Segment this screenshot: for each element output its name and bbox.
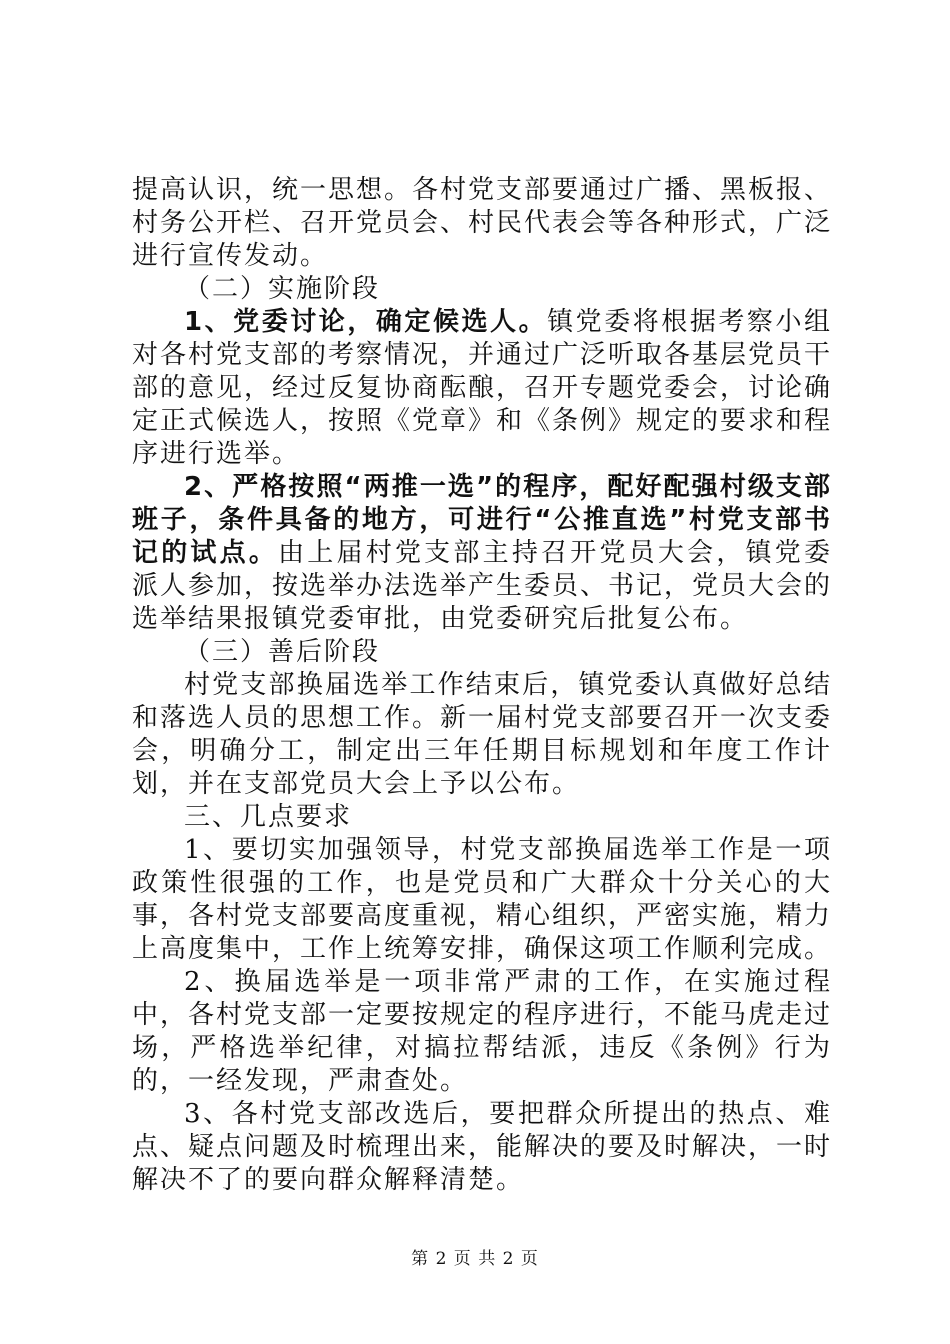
item-1-lead: 1、党委讨论，确定候选人。 [184,307,548,337]
paragraph-item-2 [132,471,832,636]
paragraph-requirement-3: 3、各村党支部改选后，要把群众所提出的热点、难点、疑点问题及时梳理出来，能解决的要及时解决，一时解决不了的要向群众解释清楚。 [132,1099,833,1195]
paragraph-item-1 [132,306,832,471]
item-2-lead: 2、严格按照“两推一选”的程序，配好配强村级支部班子，条件具备的地方，可进行“公推直选”村党支部书记的试点。 [132,472,832,568]
page-number-footer: 第 2 页 共 2 页 [411,1249,539,1269]
section-heading-requirements: 三、几点要求 [184,802,353,832]
item-2-body: 由上届村党支部主持召开党员大会，镇党委派人参加，按选举办法选举产生委员、书记，党员大会的选举结果报镇党委审批，由党委研究后批复公布。 [132,538,833,634]
paragraph-aftermath: 村党支部换届选举工作结束后，镇党委认真做好总结和落选人员的思想工作。新一届村党支部要召开一次支委会，明确分工，制定出三年任期目标规划和年度工作计划，并在支部党员大会上予以公布。 [132,670,833,799]
paragraph-requirement-1: 1、要切实加强领导，村党支部换届选举工作是一项政策性很强的工作，也是党员和广大群众十分关心的大事，各村党支部要高度重视，精心组织，严密实施，精力上高度集中，工作上统筹安排，确保这项工作顺利完成。 [132,835,833,964]
document-body [132,174,832,1197]
section-heading-implementation: （二）实施阶段 [184,274,381,304]
item-1-body: 镇党委将根据考察小组对各村党支部的考察情况，并通过广泛听取各基层党员干部的意见，经过反复协商酝酿，召开专题党委会，讨论确定正式候选人，按照《党章》和《条例》规定的要求和程序进行选举。 [132,307,833,469]
section-heading-aftermath: （三）善后阶段 [184,637,381,667]
paragraph-requirement-2: 2、换届选举是一项非常严肃的工作，在实施过程中，各村党支部一定要按规定的程序进行，不能马虎走过场，严格选举纪律，对搞拉帮结派，违反《条例》行为的，一经发现，严肃查处。 [132,967,833,1096]
paragraph-intro-continued: 提高认识，统一思想。各村党支部要通过广播、黑板报、村务公开栏、召开党员会、村民代表会等各种形式，广泛进行宣传发动。 [132,175,833,271]
